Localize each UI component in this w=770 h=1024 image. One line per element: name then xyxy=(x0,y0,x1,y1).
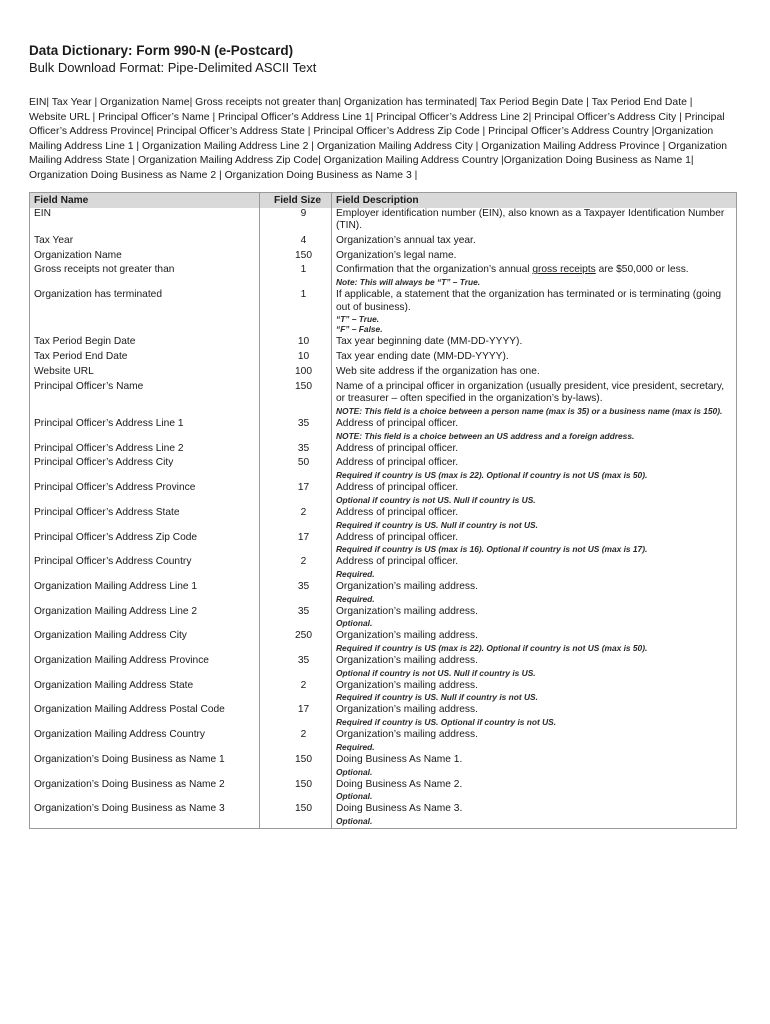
field-size-cell: 35 xyxy=(260,418,332,443)
field-name-cell: Organization’s Doing Business as Name 3 xyxy=(30,803,260,828)
header-field-description: Field Description xyxy=(332,192,737,208)
field-description-cell xyxy=(332,680,737,705)
field-size-cell: 4 xyxy=(260,235,332,250)
table-row xyxy=(30,457,737,482)
field-note: Required if country is US. Optional if country is not US. xyxy=(336,717,557,728)
field-size-cell: 2 xyxy=(260,507,332,532)
description-text: Address of principal officer. xyxy=(336,442,459,454)
description-text: Organization’s mailing address. xyxy=(336,679,478,691)
table-row xyxy=(30,336,737,351)
field-description-cell xyxy=(332,803,737,828)
field-description-cell xyxy=(332,606,737,631)
field-description-cell xyxy=(332,289,737,336)
field-note: Optional if country is not US. Null if country is US. xyxy=(336,494,536,505)
table-row xyxy=(30,803,737,828)
field-size-cell: 2 xyxy=(260,680,332,705)
table-row xyxy=(30,704,737,729)
field-note: Required. xyxy=(336,741,375,752)
description-text: Doing Business As Name 2. xyxy=(336,778,463,790)
field-name-cell: Organization’s Doing Business as Name 2 xyxy=(30,779,260,804)
field-size-cell: 150 xyxy=(260,779,332,804)
table-header-row xyxy=(30,192,737,208)
field-note: Required. xyxy=(336,593,375,604)
description-text: Tax year beginning date (MM-DD-YYYY). xyxy=(336,336,523,348)
field-name-cell: Principal Officer’s Address City xyxy=(30,457,260,482)
field-description-cell xyxy=(332,779,737,804)
field-description-cell xyxy=(332,443,737,458)
field-note: Required if country is US (max is 22). Optional if country is not US (max is 50). xyxy=(336,470,648,481)
field-size-cell: 10 xyxy=(260,351,332,366)
field-name-cell: Gross receipts not greater than xyxy=(30,264,260,289)
field-name-cell: Organization Mailing Address Postal Code xyxy=(30,704,260,729)
field-name-cell: Organization Mailing Address City xyxy=(30,630,260,655)
description-text: Tax year ending date (MM-DD-YYYY). xyxy=(336,351,509,363)
field-name-cell: Principal Officer’s Address Line 1 xyxy=(30,418,260,443)
page-subtitle: Bulk Download Format: Pipe-Delimited ASCII Text xyxy=(29,60,317,75)
field-name-cell: Organization Mailing Address Province xyxy=(30,655,260,680)
field-name-cell: Tax Period Begin Date xyxy=(30,336,260,351)
description-text: Address of principal officer. xyxy=(336,556,459,568)
field-size-cell: 150 xyxy=(260,381,332,418)
description-text: Organization’s annual tax year. xyxy=(336,234,476,246)
description-text: Confirmation that the organization’s annual xyxy=(336,264,533,276)
table-row xyxy=(30,366,737,381)
description-text: Organization’s mailing address. xyxy=(336,655,478,667)
field-name-cell: Organization Name xyxy=(30,250,260,265)
field-description-cell xyxy=(332,655,737,680)
description-text: Organization’s mailing address. xyxy=(336,605,478,617)
description-text: Organization’s mailing address. xyxy=(336,630,478,642)
field-size-cell: 150 xyxy=(260,754,332,779)
description-text: are $50,000 or less. xyxy=(595,264,689,276)
description-text: Organization’s mailing address. xyxy=(336,704,478,716)
field-size-cell: 50 xyxy=(260,457,332,482)
description-underlined-term: gross receipts xyxy=(532,264,596,276)
table-row xyxy=(30,351,737,366)
table-row xyxy=(30,208,737,235)
description-text: If applicable, a statement that the organization has terminated or is terminating (going out of business). xyxy=(336,289,722,313)
field-description-cell xyxy=(332,729,737,754)
field-size-cell: 35 xyxy=(260,443,332,458)
field-description-cell xyxy=(332,366,737,381)
field-name-cell: Organization Mailing Address Line 2 xyxy=(30,606,260,631)
field-description-cell xyxy=(332,457,737,482)
field-description-cell xyxy=(332,418,737,443)
field-description-cell xyxy=(332,381,737,418)
field-note: Required if country is US. Null if country is not US. xyxy=(336,692,538,703)
field-size-cell: 1 xyxy=(260,264,332,289)
field-size-cell: 150 xyxy=(260,250,332,265)
table-row xyxy=(30,250,737,265)
field-description-cell xyxy=(332,754,737,779)
field-size-cell: 35 xyxy=(260,655,332,680)
field-note: NOTE: This field is a choice between a person name (max is 35) or a business name (max is 150). xyxy=(336,406,723,416)
field-description-cell xyxy=(332,336,737,351)
table-row xyxy=(30,630,737,655)
field-note: “T” – True. xyxy=(336,314,380,325)
field-size-cell: 9 xyxy=(260,208,332,235)
field-note: Required. xyxy=(336,568,375,579)
field-name-cell: Organization has terminated xyxy=(30,289,260,336)
field-note: “F” – False. xyxy=(336,324,383,335)
field-name-cell: Organization’s Doing Business as Name 1 xyxy=(30,754,260,779)
page-title: Data Dictionary: Form 990-N (e-Postcard) xyxy=(29,43,294,58)
description-text: Address of principal officer. xyxy=(336,482,459,494)
field-size-cell: 17 xyxy=(260,704,332,729)
field-size-cell: 10 xyxy=(260,336,332,351)
table-body xyxy=(30,208,737,829)
table-row xyxy=(30,289,737,336)
field-note: Optional. xyxy=(336,815,373,826)
field-description-cell xyxy=(332,351,737,366)
field-note: Optional if country is not US. Null if country is US. xyxy=(336,667,536,678)
table-row xyxy=(30,235,737,250)
field-name-cell: EIN xyxy=(30,208,260,235)
table-row xyxy=(30,381,737,418)
table-row xyxy=(30,482,737,507)
field-name-cell: Principal Officer’s Address State xyxy=(30,507,260,532)
header-field-size: Field Size xyxy=(260,192,332,208)
table-row xyxy=(30,443,737,458)
table-row xyxy=(30,779,737,804)
field-name-cell: Organization Mailing Address Line 1 xyxy=(30,581,260,606)
field-description-cell xyxy=(332,235,737,250)
field-name-cell: Principal Officer’s Address Province xyxy=(30,482,260,507)
description-text: Address of principal officer. xyxy=(336,457,459,469)
field-name-cell: Principal Officer’s Address Line 2 xyxy=(30,443,260,458)
field-size-cell: 35 xyxy=(260,606,332,631)
field-name-cell: Tax Period End Date xyxy=(30,351,260,366)
field-name-cell: Principal Officer’s Address Country xyxy=(30,556,260,581)
table-row xyxy=(30,418,737,443)
description-text: Organization’s mailing address. xyxy=(336,580,478,592)
field-note: Optional. xyxy=(336,791,373,802)
field-name-cell: Principal Officer’s Address Zip Code xyxy=(30,532,260,557)
description-text: Address of principal officer. xyxy=(336,418,459,429)
table-row xyxy=(30,729,737,754)
field-note: Optional. xyxy=(336,618,373,629)
field-description-cell xyxy=(332,581,737,606)
field-description-cell xyxy=(332,630,737,655)
field-name-cell: Organization Mailing Address Country xyxy=(30,729,260,754)
field-name-cell: Principal Officer’s Name xyxy=(30,381,260,418)
header-field-name: Field Name xyxy=(30,192,260,208)
description-text: Doing Business As Name 1. xyxy=(336,753,463,765)
field-description-cell xyxy=(332,250,737,265)
table-row xyxy=(30,606,737,631)
description-text: Name of a principal officer in organization (usually president, vice president, secretary, or treasurer – often specified in the organization’s by-laws). xyxy=(336,380,725,405)
field-order-paragraph: EIN| Tax Year | Organization Name| Gross receipts not greater than| Organization has terminated| Tax Period Begin Date | Tax Period End Date | Website URL | Principal Officer’s Name | Principal Officer’s Address Line 1| Principal Officer’s Address Line 2| Principal Officer’s Address City | Principal Officer’s Address Province| Principal Officer’s Address State | Principal Officer’s Address Zip Code | Principal Officer’s Address Country |Organization Mailing Address Line 1 | Organization Mailing Address Line 2 | Organization Mailing Address City | Organization Mailing Address Province | Organization Mailing Address State | Organization Mailing Address Zip Code| Organization Mailing Address Country |Organization Doing Business as Name 1| Organization Doing Business as Name 2 | Organization Doing Business as Name 3 | xyxy=(29,97,728,181)
field-size-cell: 100 xyxy=(260,366,332,381)
field-note: NOTE: This field is a choice between an US address and a foreign address. xyxy=(336,430,635,441)
field-description-cell xyxy=(332,264,737,289)
description-text: Address of principal officer. xyxy=(336,506,459,518)
field-size-cell: 1 xyxy=(260,289,332,336)
field-note: Optional. xyxy=(336,766,373,777)
table-row xyxy=(30,655,737,680)
field-note: Required if country is US (max is 22). Optional if country is not US (max is 50). xyxy=(336,643,648,654)
table-row xyxy=(30,754,737,779)
field-name-cell: Tax Year xyxy=(30,235,260,250)
description-text: Doing Business As Name 3. xyxy=(336,803,463,815)
field-note: Required if country is US (max is 16). Optional if country is not US (max is 17). xyxy=(336,544,648,555)
field-size-cell: 2 xyxy=(260,556,332,581)
field-size-cell: 35 xyxy=(260,581,332,606)
field-size-cell: 250 xyxy=(260,630,332,655)
description-text: Organization’s legal name. xyxy=(336,249,457,261)
field-size-cell: 150 xyxy=(260,803,332,828)
field-description-cell xyxy=(332,704,737,729)
field-description-cell xyxy=(332,208,737,235)
table-row xyxy=(30,556,737,581)
description-text: Address of principal officer. xyxy=(336,531,459,543)
description-text: Employer identification number (EIN), also known as a Taxpayer Identification Number (TIN). xyxy=(336,207,725,232)
field-name-cell: Website URL xyxy=(30,366,260,381)
field-description-cell xyxy=(332,556,737,581)
field-description-cell xyxy=(332,507,737,532)
table-row xyxy=(30,507,737,532)
table-row xyxy=(30,581,737,606)
data-dictionary-table xyxy=(29,192,737,829)
description-text: Web site address if the organization has one. xyxy=(336,365,540,377)
description-text: Organization’s mailing address. xyxy=(336,729,478,741)
field-size-cell: 17 xyxy=(260,482,332,507)
field-size-cell: 2 xyxy=(260,729,332,754)
field-name-cell: Organization Mailing Address State xyxy=(30,680,260,705)
table-row xyxy=(30,680,737,705)
field-description-cell xyxy=(332,482,737,507)
table-row xyxy=(30,264,737,289)
table-row xyxy=(30,532,737,557)
field-note: Note: This will always be “T” – True. xyxy=(336,277,481,288)
field-description-cell xyxy=(332,532,737,557)
field-note: Required if country is US. Null if country is not US. xyxy=(336,519,538,530)
field-size-cell: 17 xyxy=(260,532,332,557)
